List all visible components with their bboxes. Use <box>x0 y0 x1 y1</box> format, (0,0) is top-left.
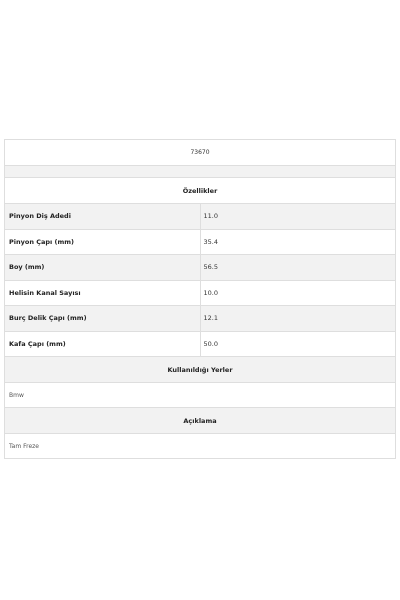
spec-label: Helisin Kanal Sayısı <box>5 280 201 306</box>
features-header-row <box>5 178 396 204</box>
description-row <box>5 434 396 459</box>
spec-value: 56.5 <box>200 255 396 281</box>
description-text: Tam Freze <box>5 434 396 459</box>
spec-value: 12.1 <box>200 306 396 332</box>
usage-title: Kullanıldığı Yerler <box>5 357 396 383</box>
table-row <box>5 229 396 255</box>
description-header-row <box>5 408 396 434</box>
usage-text: Bmw <box>5 383 396 408</box>
usage-row <box>5 383 396 408</box>
spec-value: 35.4 <box>200 229 396 255</box>
table-row <box>5 280 396 306</box>
product-code: 73670 <box>5 140 396 166</box>
spec-label: Boy (mm) <box>5 255 201 281</box>
usage-header-row <box>5 357 396 383</box>
spec-label: Burç Delik Çapı (mm) <box>5 306 201 332</box>
spacer-row <box>5 166 396 178</box>
spec-label: Pinyon Çapı (mm) <box>5 229 201 255</box>
table-row <box>5 306 396 332</box>
table-row <box>5 255 396 281</box>
spec-label: Kafa Çapı (mm) <box>5 331 201 357</box>
spec-table <box>4 139 396 459</box>
product-code-row <box>5 140 396 166</box>
table-row <box>5 331 396 357</box>
features-title: Özellikler <box>5 178 396 204</box>
spec-label: Pinyon Diş Adedi <box>5 204 201 230</box>
table-row <box>5 204 396 230</box>
spec-value: 10.0 <box>200 280 396 306</box>
spec-value: 11.0 <box>200 204 396 230</box>
description-title: Açıklama <box>5 408 396 434</box>
spec-value: 50.0 <box>200 331 396 357</box>
